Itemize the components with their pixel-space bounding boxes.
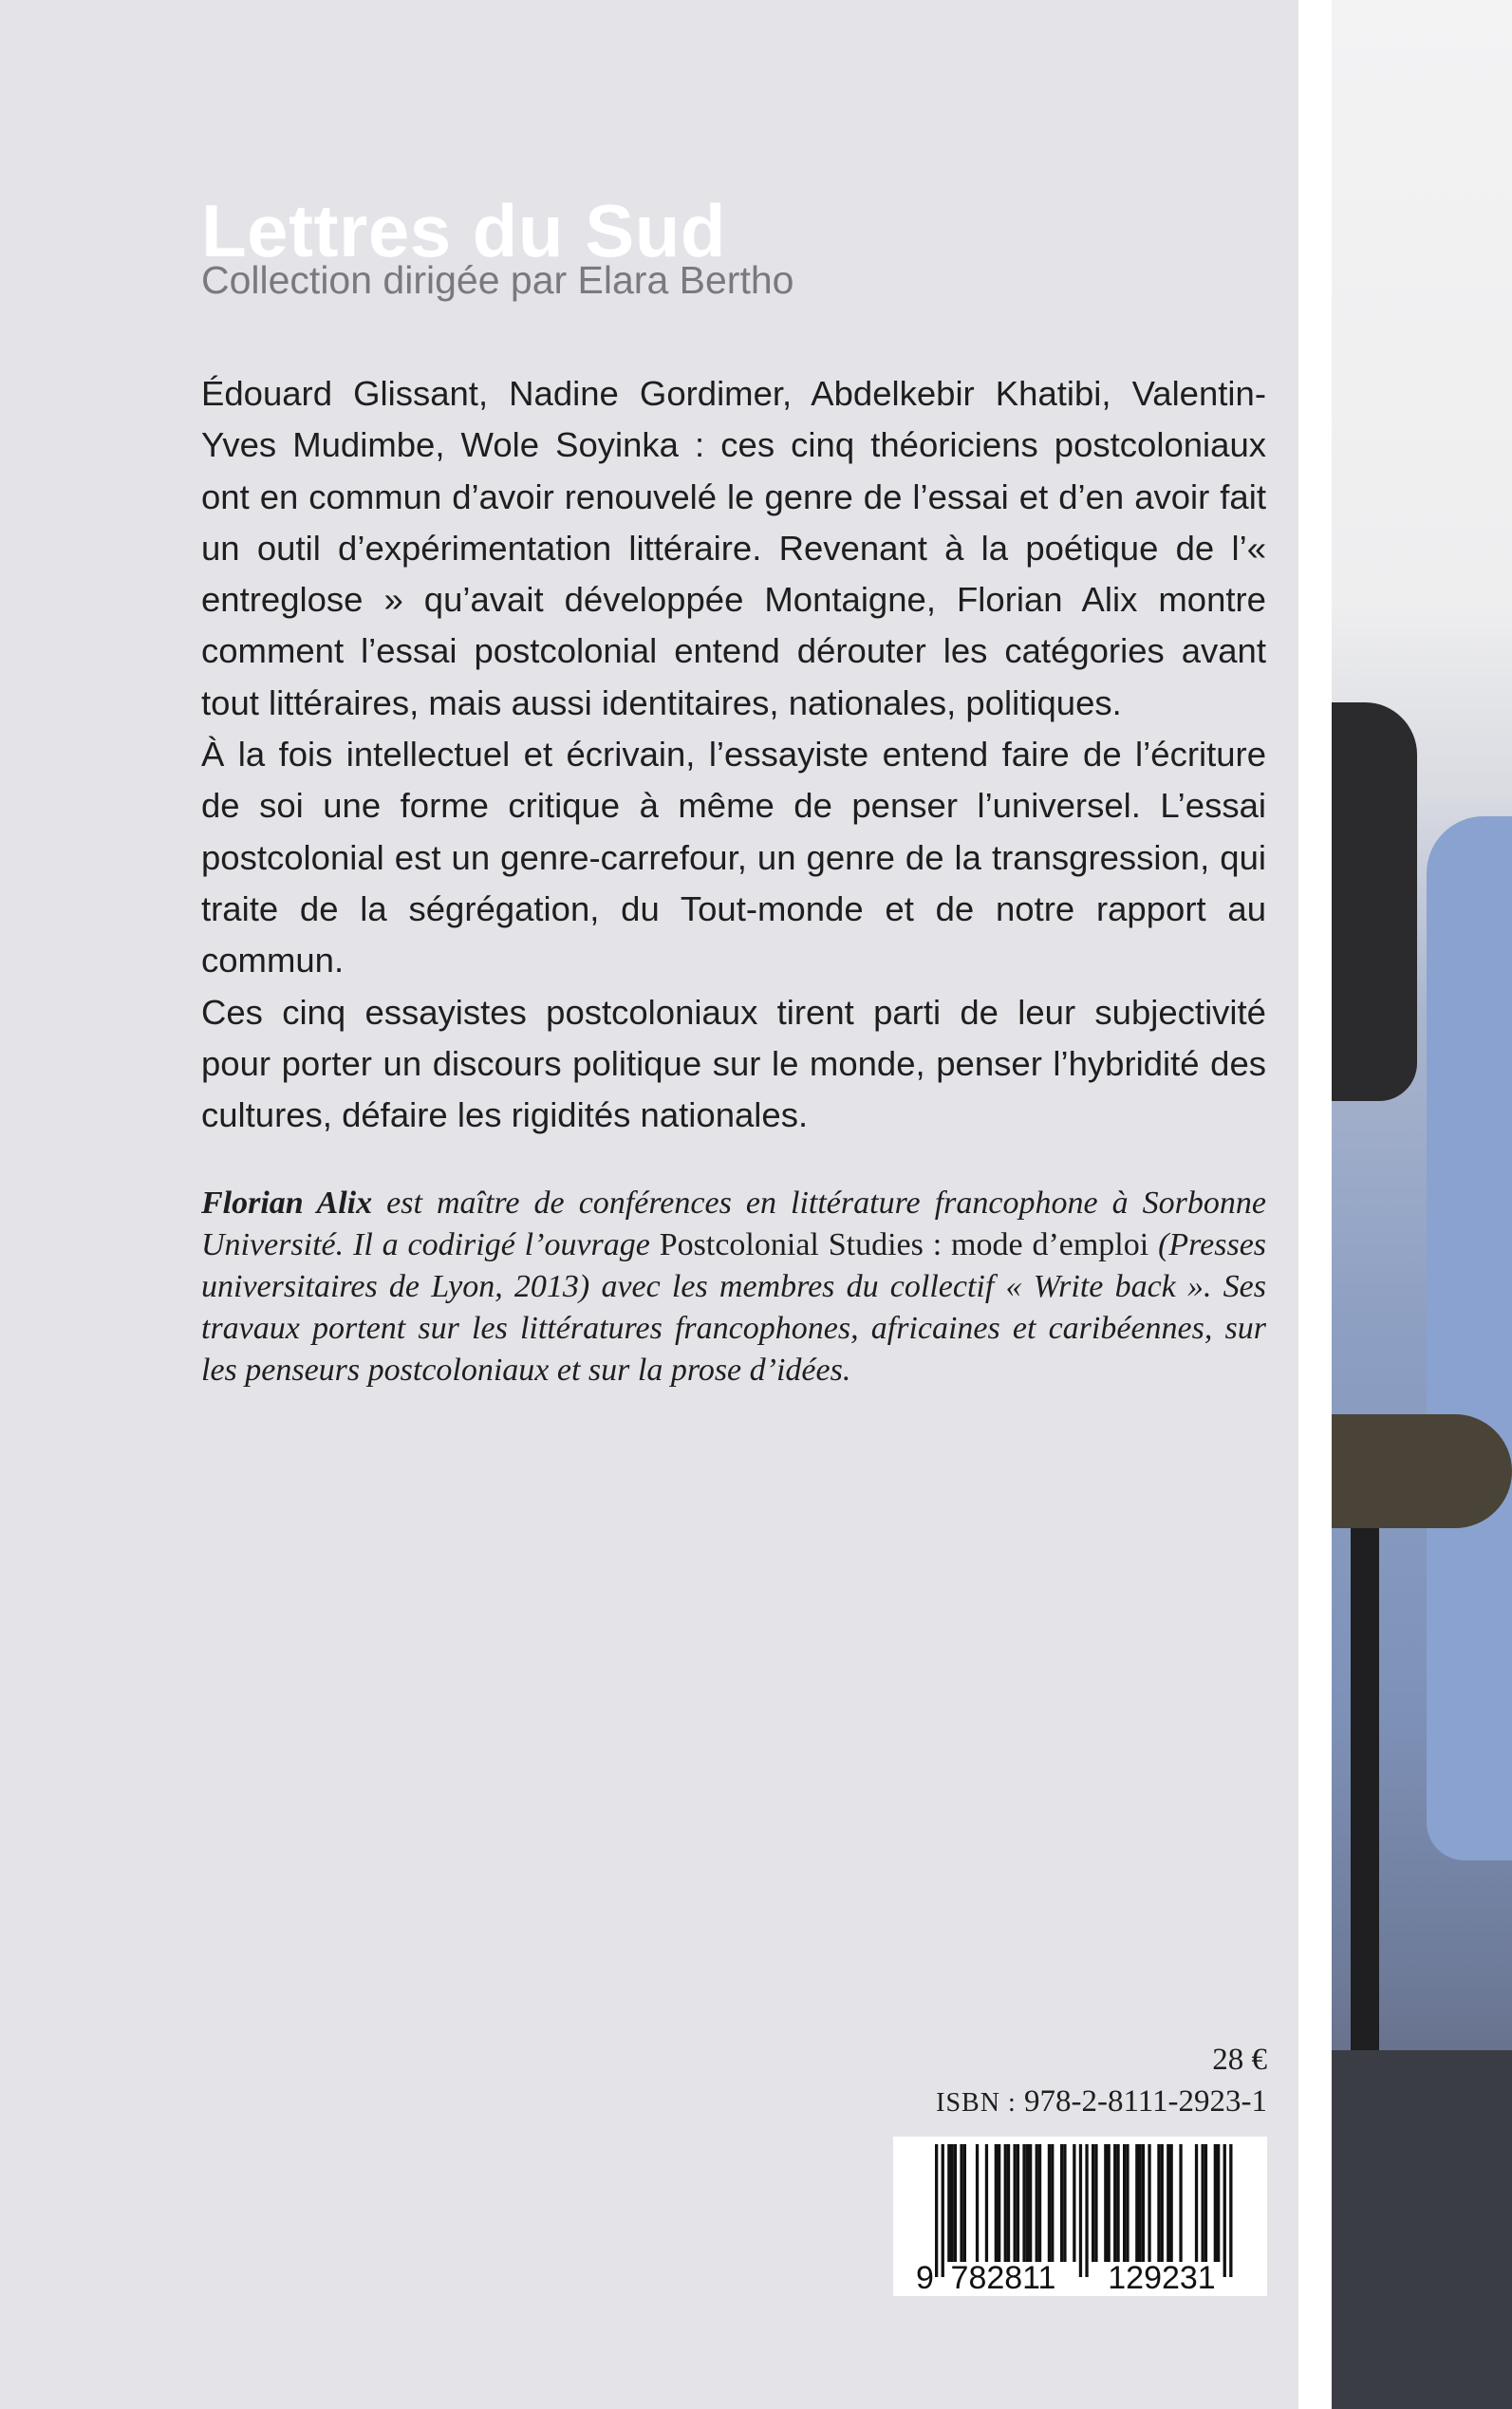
series-subtitle: Collection dirigée par Elara Bertho (201, 258, 794, 302)
bio-text: est maître de conférences en littérature francophone à Sorbonne Université. Il a codirigé l’ouvrage (201, 1186, 1266, 1262)
barcode-bar (947, 2144, 950, 2262)
photo-arm-shape (1332, 1414, 1512, 1528)
barcode-bar (1229, 2144, 1232, 2277)
photo-shirt-shape (1427, 816, 1512, 1860)
barcode-bar (942, 2144, 944, 2277)
barcode-bar (951, 2144, 954, 2262)
barcode-bar (1079, 2144, 1082, 2277)
bio-text: (Presses universitaires de Lyon, 2013) avec les membres du collectif « Write back ». Ses travaux portent sur les littératures francophones, africaines et caribéennes, sur les penseurs postcoloniaux et sur la prose d’idées. (201, 1227, 1267, 1388)
isbn (936, 2084, 1267, 2120)
price: 28 € (1212, 2043, 1267, 2077)
barcode-bar (1104, 2144, 1107, 2262)
barcode-bar (1060, 2144, 1063, 2262)
barcode-bar (1073, 2144, 1075, 2262)
front-cover-photo-strip (1332, 0, 1512, 2409)
barcode-bar (1017, 2144, 1019, 2262)
barcode-first-digit: 9 (916, 2260, 934, 2296)
barcode-bar (954, 2144, 957, 2262)
barcode-bar (963, 2144, 966, 2262)
barcode-bar (1051, 2144, 1054, 2262)
barcode-bar (935, 2144, 938, 2277)
barcode-bar (1170, 2144, 1173, 2262)
barcode-bar (1214, 2144, 1217, 2262)
barcode-bar (1014, 2144, 1017, 2262)
barcode-bar (1139, 2144, 1142, 2262)
barcode-bar (960, 2144, 962, 2262)
barcode-bar (1167, 2144, 1169, 2262)
barcode-bar (1116, 2144, 1119, 2262)
author-bio (201, 1183, 1266, 1391)
barcode-bar (1161, 2144, 1164, 2262)
barcode-bar (1026, 2144, 1029, 2262)
barcode-bars (935, 2144, 1233, 2277)
spine-gap (1298, 0, 1332, 2409)
barcode-bar (1038, 2144, 1041, 2262)
isbn-label: ISBN : (936, 2088, 1017, 2118)
barcode-bar (1148, 2144, 1150, 2262)
barcode-bar (1094, 2144, 1097, 2262)
barcode-bar (976, 2144, 979, 2262)
barcode-bar (1123, 2144, 1126, 2262)
bio-book-title: Postcolonial Studies : mode d’emploi (659, 1227, 1149, 1262)
barcode-bar (1029, 2144, 1032, 2262)
barcode-bar (1217, 2144, 1220, 2262)
barcode-bar (1126, 2144, 1129, 2262)
barcode-graphic (893, 2137, 1267, 2296)
barcode-bar (1135, 2144, 1138, 2262)
blurb-paragraph: À la fois intellectuel et écrivain, l’essayiste entend faire de l’écriture de soi une forme critique à même de penser l’universel. L’essai postcolonial est un genre-carrefour, un genre de la transgression, qui traite de la ségrégation, du Tout-monde et de notre rapport au commun. (201, 735, 1266, 980)
barcode-bar (1048, 2144, 1051, 2262)
barcode-bar (995, 2144, 998, 2262)
photo-lower-shape (1332, 2050, 1512, 2409)
barcode-left-digits: 782811 (950, 2260, 1056, 2296)
barcode-bar (985, 2144, 988, 2262)
book-blurb (201, 368, 1266, 1141)
blurb-paragraph: Édouard Glissant, Nadine Gordimer, Abdelkebir Khatibi, Valentin-Yves Mudimbe, Wole Soyinka : ces cinq théoriciens postcoloniaux ont en commun d’avoir renouvelé le genre de l’essai et d’en avoir fait un outil d’expérimentation littéraire. Revenant à la poétique de l’« entreglose » qu’avait développée Montaigne, Florian Alix montre comment l’essai postcolonial entend dérouter les catégories avant tout littéraires, mais aussi identitaires, nationales, politiques. (201, 374, 1266, 722)
series-title: Lettres du Sud (201, 189, 727, 272)
isbn-value: 978-2-8111-2923-1 (1023, 2084, 1267, 2119)
barcode-bar (1157, 2144, 1160, 2262)
barcode (893, 2137, 1267, 2296)
blurb-paragraph: Ces cinq essayistes postcoloniaux tirent parti de leur subjectivité pour porter un discours politique sur le monde, penser l’hybridité des cultures, défaire les rigidités nationales. (201, 992, 1266, 1135)
author-name: Florian Alix (201, 1186, 373, 1221)
barcode-bar (1085, 2144, 1088, 2277)
barcode-bar (1204, 2144, 1207, 2262)
barcode-bar (1142, 2144, 1145, 2262)
photo-hand-shape (1332, 702, 1417, 1101)
barcode-bar (1202, 2144, 1204, 2262)
barcode-right-digits: 129231 (1108, 2260, 1216, 2296)
barcode-bar (998, 2144, 1000, 2262)
barcode-bar (1007, 2144, 1010, 2262)
photo-pole-shape (1351, 1481, 1379, 2050)
barcode-bar (1223, 2144, 1226, 2277)
barcode-bar (1113, 2144, 1116, 2262)
barcode-bar (1036, 2144, 1038, 2262)
barcode-bar (1179, 2144, 1182, 2262)
barcode-bar (1022, 2144, 1025, 2262)
barcode-bar (1195, 2144, 1198, 2262)
barcode-bar (1004, 2144, 1007, 2262)
barcode-bar (1092, 2144, 1094, 2262)
barcode-bar (1063, 2144, 1066, 2262)
barcode-bar (1108, 2144, 1111, 2262)
